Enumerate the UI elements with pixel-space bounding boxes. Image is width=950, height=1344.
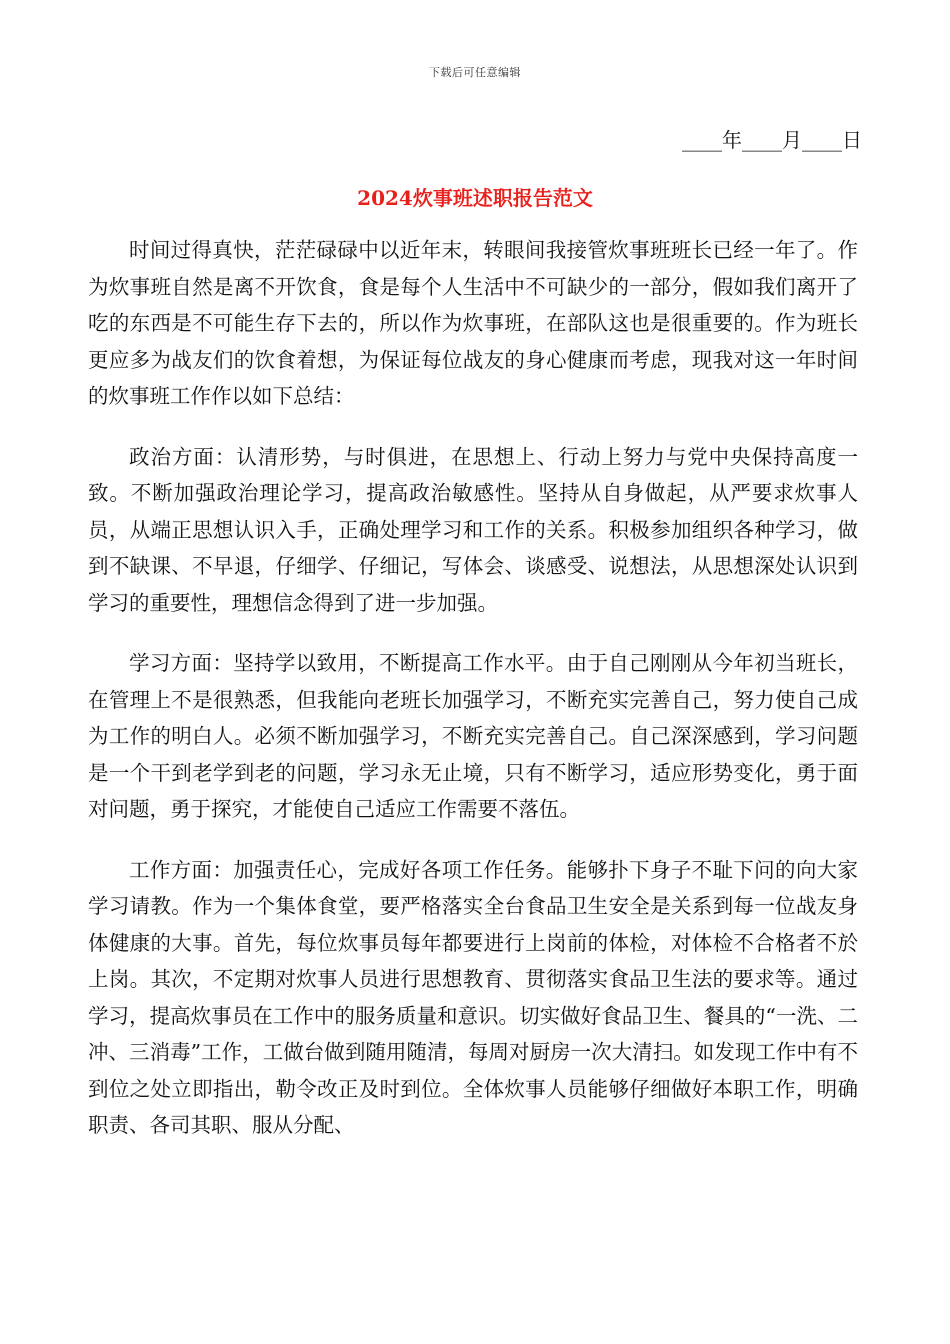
paragraph-intro: 时间过得真快，茫茫碌碌中以近年末，转眼间我接管炊事班班长已经一年了。作为炊事班自然是离不开饮食，食是每个人生活中不可缺少的一部分，假如我们离开了吃的东西是不可能生存下去的，所以作为炊事班，在部队这也是很重要的。作为班长更应多为战友们的饮食着想，为保证每位战友的身心健康而考虑，现我对这一年时间的炊事班工作作以如下总结：: [88, 238, 858, 408]
document-title: 2024炊事班述职报告范文: [357, 186, 593, 210]
document-body: [88, 232, 858, 1168]
paragraph-work: 工作方面：加强责任心，完成好各项工作任务。能够扑下身子不耻下问的向大家学习请教。作为一个集体食堂，要严格落实全台食品卫生安全是关系到每一位战友身体健康的大事。首先，每位炊事员每年都要进行上岗前的体检，对体检不合格者不於上岗。其次，不定期对炊事人员进行思想教育、贯彻落实食品卫生法的要求等。通过学习，提高炊事员在工作中的服务质量和意识。切实做好食品卫生、餐具的“一洗、二冲、三消毒”工作，工做台做到随用随清，每周对厨房一次大清扫。如发现工作中有不到位之处立即指出，勒令改正及时到位。全体炊事人员能够仔细做好本职工作，明确职责、各司其职、服从分配、: [88, 857, 858, 1137]
paragraph-politics: 政治方面：认清形势，与时俱进，在思想上、行动上努力与党中央保持高度一致。不断加强政治理论学习，提高政治敏感性。坚持从自身做起，从严要求炊事人员，从端正思想认识入手，正确处理学习和工作的关系。积极参加组织各种学习，做到不缺课、不早退，仔细学、仔细记，写体会、谈感受、说想法，从思想深处认识到学习的重要性，理想信念得到了进一步加强。: [88, 444, 858, 615]
header-note: 下载后可任意编辑: [429, 66, 521, 79]
paragraph-study: 学习方面：坚持学以致用，不断提高工作水平。由于自己刚刚从今年初当班长，在管理上不是很熟悉，但我能向老班长加强学习，不断充实完善自己，努力使自己成为工作的明白人。必须不断加强学习，不断充实完善自己。自己深深感到，学习问题是一个干到老学到老的问题，学习永无止境，只有不断学习，适应形势变化，勇于面对问题，勇于探究，才能使自己适应工作需要不落伍。: [88, 651, 858, 821]
date-line: ____年____月____日: [682, 128, 862, 152]
